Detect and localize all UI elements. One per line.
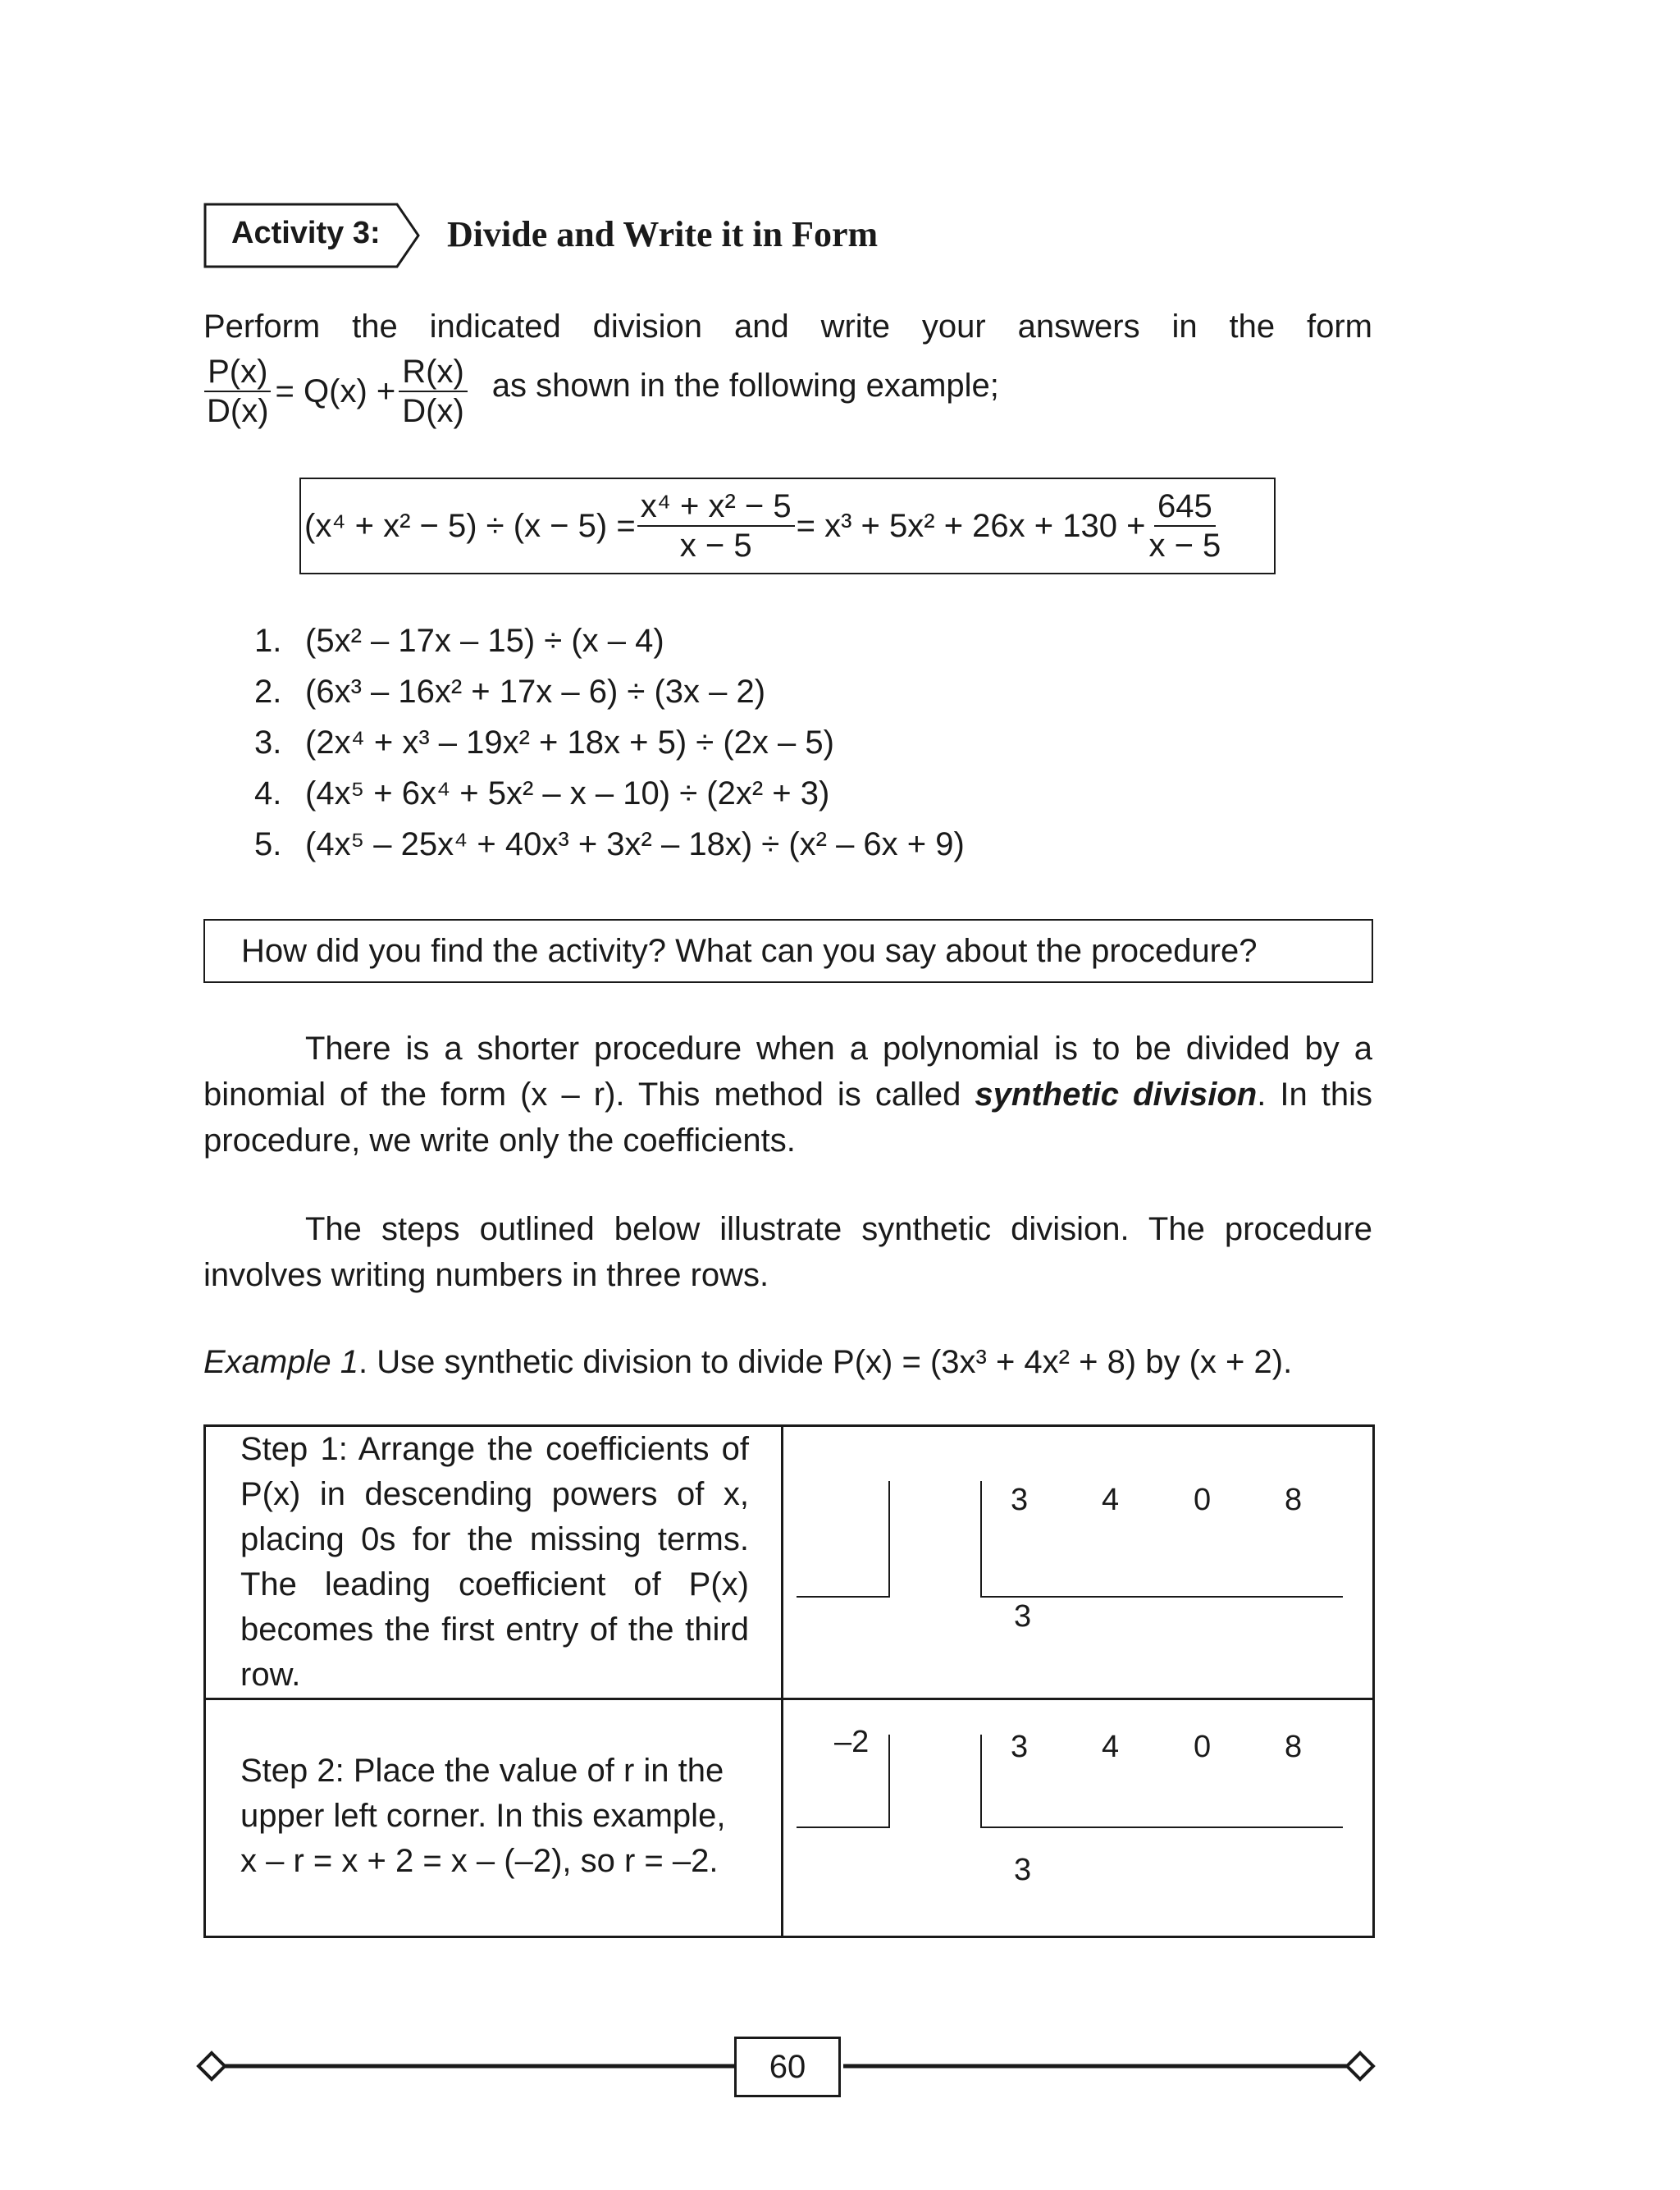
example-frac1 bbox=[637, 487, 795, 565]
step2-r-value: –2 bbox=[834, 1725, 870, 1759]
paragraph1-bold-term: synthetic division bbox=[975, 1077, 1258, 1113]
problem-text: (6x³ – 16x² + 17x – 6) ÷ (3x – 2) bbox=[305, 674, 766, 710]
example-box bbox=[299, 478, 1276, 574]
paragraph1-before: There is a shorter procedure when a polynomial is to be divided by a binomial of the form (x – r). This method is called bbox=[203, 1031, 1372, 1113]
paragraph1-after: . In this procedure, we write only the coefficients. bbox=[203, 1077, 1373, 1159]
list-item bbox=[254, 768, 965, 819]
problem-text: (2x⁴ + x³ – 19x² + 18x + 5) ÷ (2x – 5) bbox=[305, 725, 834, 761]
page-number: 60 bbox=[769, 2049, 806, 2085]
list-item bbox=[254, 819, 965, 870]
step1-coef-2: 4 bbox=[1102, 1483, 1120, 1517]
example-frac2 bbox=[1145, 487, 1224, 565]
activity-title: Divide and Write it in Form bbox=[447, 214, 879, 254]
example-frac1-den: x − 5 bbox=[679, 528, 752, 564]
activity-label: Activity 3: bbox=[231, 216, 381, 250]
page-number-box bbox=[734, 2037, 841, 2097]
footer-diamond-left-icon bbox=[199, 2053, 225, 2079]
step2-coef-2: 4 bbox=[1102, 1730, 1120, 1764]
list-item bbox=[254, 666, 965, 717]
step2-result: 3 bbox=[1014, 1853, 1032, 1887]
example1-label: Example 1 bbox=[203, 1344, 358, 1380]
example-frac2-num: 645 bbox=[1154, 487, 1216, 527]
activity-label-box bbox=[203, 203, 397, 268]
instructions-line1: Perform the indicated division and write your answers in the form bbox=[203, 309, 1372, 345]
form-equation bbox=[203, 353, 999, 430]
step2-text: Step 2: Place the value of r in the upper left corner. In this example, x – r = x + 2 = x – (–2), so r = –2. bbox=[240, 1753, 726, 1879]
step1-coef-1: 3 bbox=[1011, 1483, 1029, 1517]
problem-number: 5. bbox=[254, 826, 282, 862]
form-rhs-den: D(x) bbox=[402, 393, 464, 429]
problem-number: 3. bbox=[254, 725, 282, 761]
step1-coef-4: 8 bbox=[1285, 1483, 1303, 1517]
reflection-box bbox=[203, 919, 1373, 983]
list-item bbox=[254, 717, 965, 768]
step2-diagram bbox=[783, 1700, 1372, 1936]
example-mid: = x³ + 5x² + 26x + 130 + bbox=[796, 507, 1146, 544]
step2-coef-3: 0 bbox=[1194, 1730, 1212, 1764]
step1-diagram bbox=[783, 1427, 1372, 1698]
form-mid: = Q(x) + bbox=[275, 373, 396, 409]
list-item bbox=[254, 615, 965, 666]
example-frac1-num: x⁴ + x² − 5 bbox=[637, 487, 795, 527]
example-lhs: (x⁴ + x² − 5) ÷ (x − 5) = bbox=[304, 507, 636, 544]
problem-text: (4x⁵ – 25x⁴ + 40x³ + 3x² – 18x) ÷ (x² – 6x + 9) bbox=[305, 826, 965, 862]
step2-coef-1: 3 bbox=[1011, 1730, 1029, 1764]
problem-text: (4x⁵ + 6x⁴ + 5x² – x – 10) ÷ (2x² + 3) bbox=[305, 775, 830, 812]
problem-number: 4. bbox=[254, 775, 282, 812]
form-lhs-num: P(x) bbox=[204, 353, 271, 392]
problem-text: (5x² – 17x – 15) ÷ (x – 4) bbox=[305, 623, 664, 659]
example1-text: . Use synthetic division to divide P(x) = (3x³ + 4x² + 8) by (x + 2). bbox=[358, 1344, 1293, 1380]
paragraph-steps-intro: The steps outlined below illustrate synthetic division. The procedure involves writing numbers in three rows. bbox=[203, 1211, 1372, 1293]
step2-coef-4: 8 bbox=[1285, 1730, 1303, 1764]
problem-number: 2. bbox=[254, 674, 282, 710]
example-frac2-den: x − 5 bbox=[1148, 528, 1221, 564]
step1-text: Step 1: Arrange the coefficients of P(x) in descending powers of x, placing 0s for the missing terms. The leading coefficient of P(x) becomes the first entry of the third row. bbox=[240, 1431, 749, 1693]
instructions-line2: as shown in the following example; bbox=[491, 367, 999, 404]
form-rhs-fraction bbox=[399, 353, 468, 430]
steps-table bbox=[203, 1424, 1375, 1938]
step1-result: 3 bbox=[1014, 1599, 1032, 1634]
step1-coef-3: 0 bbox=[1194, 1483, 1212, 1517]
footer-diamond-right-icon bbox=[1347, 2053, 1373, 2079]
example1-statement bbox=[203, 1339, 1401, 1385]
reflection-question: How did you find the activity? What can you say about the procedure? bbox=[241, 933, 1258, 969]
form-lhs-fraction bbox=[203, 353, 272, 430]
problems-list bbox=[254, 615, 965, 870]
form-rhs-num: R(x) bbox=[399, 353, 468, 392]
step1-r-bracket bbox=[797, 1481, 890, 1598]
paragraph-synthetic-division bbox=[203, 1026, 1372, 1164]
form-lhs-den: D(x) bbox=[207, 393, 269, 429]
problem-number: 1. bbox=[254, 623, 282, 659]
